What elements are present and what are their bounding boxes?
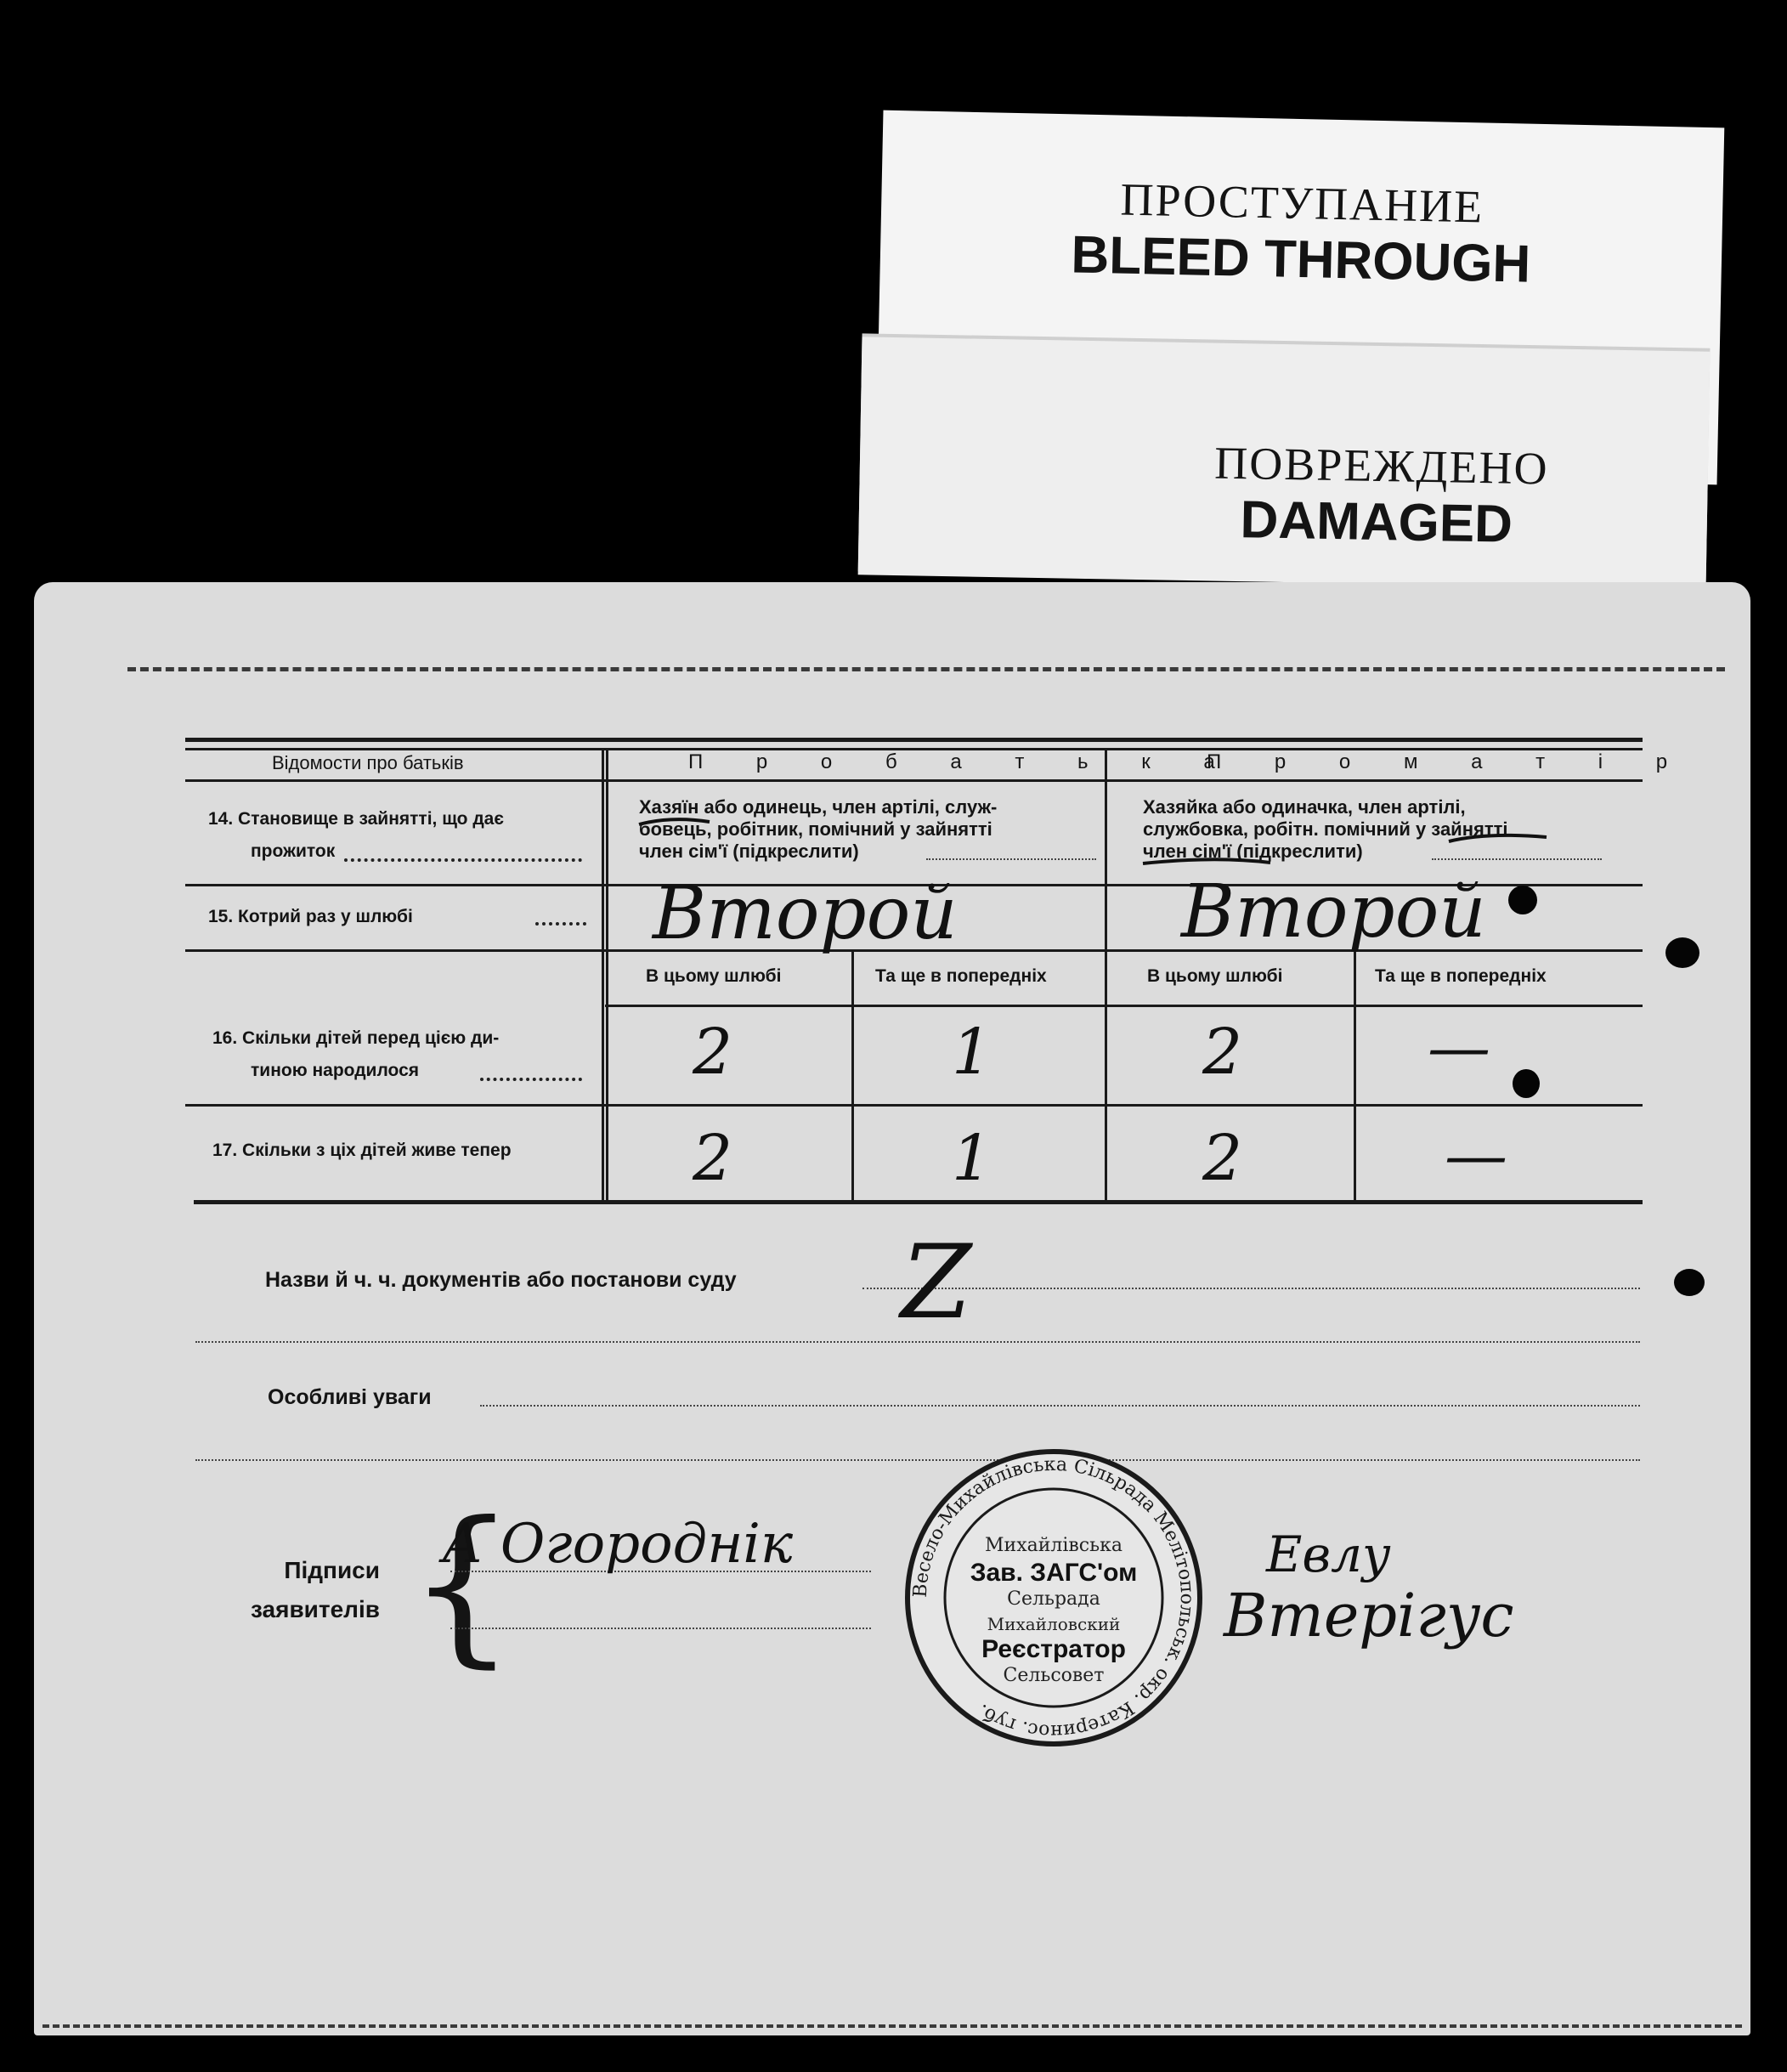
- signatures-label-2: заявителів: [251, 1596, 380, 1622]
- hole-3: [1513, 1069, 1540, 1098]
- documents-line-1: [862, 1288, 1640, 1289]
- row17-mother-this: 2: [1202, 1122, 1243, 1195]
- col-rule-4: [1354, 949, 1356, 1202]
- subheader-father-this: В цьому шлюбі: [646, 966, 782, 986]
- row17-label: 17. Скільки з ціх дітей живе тепер: [212, 1141, 512, 1160]
- signature-3: Втерігус: [1224, 1581, 1514, 1650]
- bleed-through-en: BLEED THROUGH: [1070, 225, 1531, 294]
- row14-father-2: бовець, робітник, помічний у зайнятті: [639, 818, 992, 840]
- stamp-line-6: Сельсовет: [1003, 1665, 1105, 1686]
- row14-label-2: прожиток: [251, 841, 336, 861]
- signatures-brace: {: [408, 1486, 517, 1684]
- signatures-label-1: Підписи: [284, 1557, 380, 1583]
- hole-2: [1665, 937, 1699, 968]
- row16-father-this: 2: [693, 1016, 733, 1089]
- row14-father-3: член сім'ї (підкреслити): [639, 841, 859, 862]
- bleed-through-ru: ПРОСТУПАНИЕ: [1119, 173, 1484, 233]
- stamp-outer-text: Весело-Михайлівська Сільрада Мелітопольськ. окр. Катеринос. губ.: [909, 1453, 1198, 1742]
- row16-mother-prev: —: [1428, 1011, 1490, 1084]
- row15-mother-value: Второй: [1181, 869, 1486, 954]
- signature-line-2: [450, 1628, 871, 1629]
- row14-father-1: Хазяїн або одинець, член артілі, служ-: [639, 796, 998, 818]
- row15-label: 15. Котрий раз у шлюбі: [208, 907, 413, 926]
- stamp-line-1: Михайлівська: [985, 1535, 1123, 1556]
- stamp-line-3: Сельрада: [1007, 1588, 1100, 1610]
- header-mother: П р о м а т і р: [1207, 750, 1692, 773]
- row14-mother-2: службовка, робітн. помічний у зайнятті: [1143, 818, 1508, 840]
- hole-1: [1508, 886, 1537, 914]
- row16-dots: [480, 1078, 582, 1081]
- documents-value: Z: [901, 1224, 972, 1342]
- documents-label: Назви й ч. ч. документів або постанови суду: [265, 1268, 737, 1292]
- subheader-father-prev: Та ще в попередніх: [875, 966, 1047, 986]
- row16-father-prev: 1: [952, 1016, 992, 1089]
- subheader-mother-prev: Та ще в попередніх: [1375, 966, 1547, 986]
- remarks-label: Особливі уваги: [268, 1385, 432, 1409]
- col-rule-2: [851, 949, 854, 1202]
- row15-dots: [535, 922, 586, 926]
- stamp-line-4: Михайловский: [987, 1614, 1121, 1634]
- header-father: П р о б а т ь к а: [688, 750, 1239, 773]
- official-stamp: [901, 1445, 1207, 1751]
- row14-mother-1: Хазяйка або одиначка, член артілі,: [1143, 796, 1466, 818]
- signature-2: Евлу: [1266, 1526, 1391, 1583]
- row16-rule: [185, 1104, 1643, 1107]
- damaged-ru: ПОВРЕЖДЕНО: [1213, 437, 1550, 495]
- perforation-bottom: [42, 2024, 1742, 2028]
- subheader-rule: [605, 1005, 1643, 1007]
- row14-label-1: 14. Становище в зайнятті, що дає: [208, 809, 504, 829]
- row16-mother-this: 2: [1202, 1016, 1243, 1089]
- remarks-line-1: [480, 1405, 1640, 1407]
- row17-father-this: 2: [693, 1122, 733, 1195]
- subheader-mother-this: В цьому шлюбі: [1147, 966, 1283, 986]
- header-left: Відомости про батьків: [272, 752, 464, 773]
- hole-4: [1674, 1269, 1705, 1296]
- row17-mother-prev: —: [1445, 1119, 1507, 1192]
- row14-mother-3: член сім'ї (підкреслити): [1143, 841, 1363, 862]
- stamp-line-5: Реєстратор: [981, 1635, 1126, 1663]
- damaged-en: DAMAGED: [1240, 490, 1513, 554]
- document-sheet: [34, 582, 1750, 2035]
- row16-label-2: тиною народилося: [251, 1061, 420, 1080]
- damaged-label: [858, 337, 1711, 589]
- row16-label-1: 16. Скільки дітей перед цією ди-: [212, 1028, 500, 1048]
- signature-1: А Огороднік: [442, 1513, 794, 1576]
- stamp-line-2: Зав. ЗАГС'ом: [970, 1559, 1138, 1587]
- signatures-label: [251, 1551, 380, 1629]
- table-bottom-rule: [194, 1200, 1643, 1204]
- row15-father-value: Второй: [653, 871, 958, 956]
- row17-father-prev: 1: [952, 1122, 992, 1195]
